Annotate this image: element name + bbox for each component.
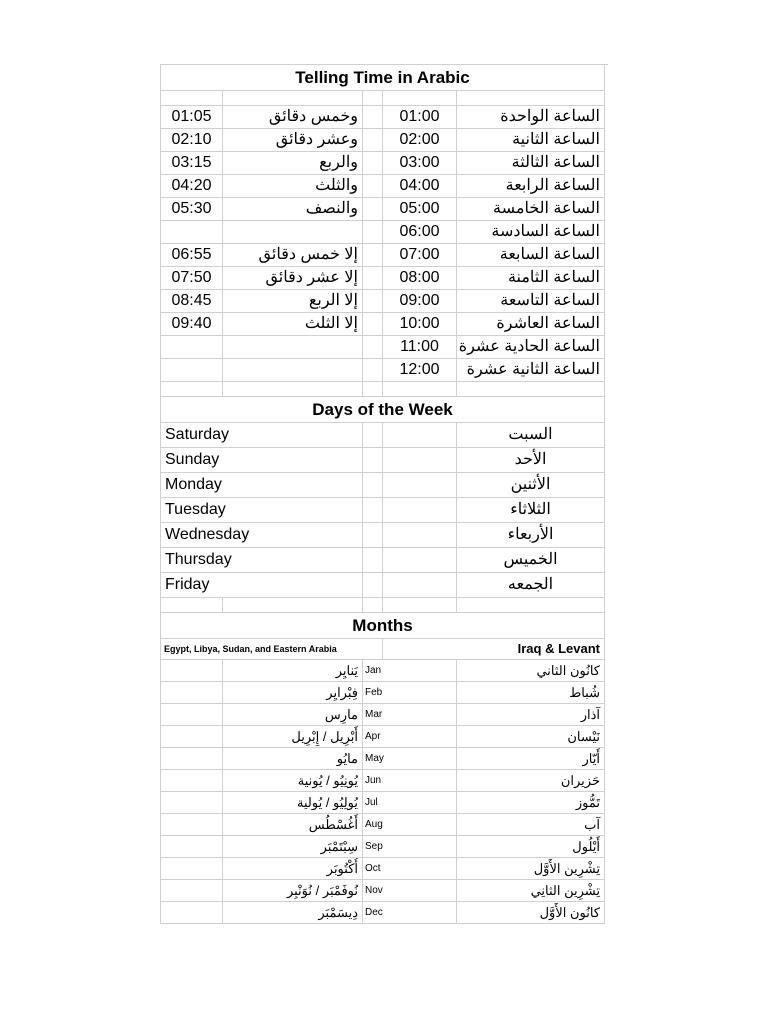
month-levant-cell[interactable]: تِشْرِين الثانِي [457, 880, 605, 902]
month-row [161, 836, 608, 858]
hour-time-cell[interactable]: 07:00 [383, 244, 457, 267]
time-row [161, 198, 608, 221]
day-arabic-cell[interactable]: الثلاثاء [457, 498, 605, 523]
minute-time-cell[interactable]: 08:45 [161, 290, 223, 313]
month-abbr-cell[interactable]: Jan [363, 660, 457, 682]
cell[interactable] [363, 382, 383, 397]
cell[interactable] [363, 221, 383, 244]
cell[interactable] [383, 91, 457, 106]
day-arabic-cell[interactable]: الأحد [457, 448, 605, 473]
hour-time-cell[interactable]: 05:00 [383, 198, 457, 221]
month-row [161, 660, 608, 682]
levant-region-header[interactable]: Iraq & Levant [383, 639, 605, 660]
cell[interactable] [161, 902, 223, 924]
hour-arabic-cell[interactable]: الساعة السابعة [457, 244, 605, 267]
day-arabic-cell[interactable]: الجمعه [457, 573, 605, 598]
month-egypt-cell[interactable]: مايُو [223, 748, 363, 770]
day-row [161, 473, 608, 498]
minute-time-cell[interactable]: 02:10 [161, 129, 223, 152]
month-egypt-cell[interactable]: أَبْرِيل / إِبْرِيل [223, 726, 363, 748]
cell[interactable] [161, 748, 223, 770]
cell[interactable] [363, 313, 383, 336]
month-levant-cell[interactable]: آذار [457, 704, 605, 726]
day-english-cell[interactable]: Thursday [161, 548, 363, 573]
month-abbr-cell[interactable]: Jul [363, 792, 457, 814]
month-levant-cell[interactable]: كانُون الثاني [457, 660, 605, 682]
cell[interactable] [161, 880, 223, 902]
month-levant-cell[interactable]: أَيْلُول [457, 836, 605, 858]
minute-arabic-cell[interactable]: إلا عشر دقائق [223, 267, 363, 290]
cell[interactable] [363, 573, 383, 598]
minute-arabic-cell[interactable] [223, 336, 363, 359]
hour-time-cell[interactable]: 06:00 [383, 221, 457, 244]
cell[interactable] [383, 382, 457, 397]
hour-time-cell[interactable]: 04:00 [383, 175, 457, 198]
time-row [161, 244, 608, 267]
cell[interactable] [363, 498, 383, 523]
cell[interactable] [161, 704, 223, 726]
day-arabic-cell[interactable]: السبت [457, 423, 605, 448]
title-row [161, 397, 608, 423]
hour-time-cell[interactable]: 11:00 [383, 336, 457, 359]
hour-time-cell[interactable]: 01:00 [383, 106, 457, 129]
cell[interactable] [457, 91, 605, 106]
time-row [161, 359, 608, 382]
cell[interactable] [363, 290, 383, 313]
hour-arabic-cell[interactable]: الساعة الرابعة [457, 175, 605, 198]
hour-time-cell[interactable]: 02:00 [383, 129, 457, 152]
hour-time-cell[interactable]: 10:00 [383, 313, 457, 336]
day-row [161, 523, 608, 548]
minute-time-cell[interactable] [161, 221, 223, 244]
month-abbr-cell[interactable]: Feb [363, 682, 457, 704]
month-abbr-cell[interactable]: Aug [363, 814, 457, 836]
days-title[interactable]: Days of the Week [161, 397, 605, 423]
cell[interactable] [223, 382, 363, 397]
minute-time-cell[interactable]: 06:55 [161, 244, 223, 267]
cell[interactable] [161, 792, 223, 814]
day-arabic-cell[interactable]: الأثنين [457, 473, 605, 498]
minute-time-cell[interactable]: 01:05 [161, 106, 223, 129]
minute-arabic-cell[interactable]: وخمس دقائق [223, 106, 363, 129]
day-row [161, 423, 608, 448]
month-egypt-cell[interactable]: أَغُسْطُس [223, 814, 363, 836]
day-english-cell[interactable]: Tuesday [161, 498, 363, 523]
month-egypt-cell[interactable]: سِبْتَمْبَر [223, 836, 363, 858]
cell[interactable] [161, 726, 223, 748]
month-levant-cell[interactable]: شُباط [457, 682, 605, 704]
cell[interactable] [363, 336, 383, 359]
month-row [161, 704, 608, 726]
cell[interactable] [363, 359, 383, 382]
time-row [161, 221, 608, 244]
time-row [161, 152, 608, 175]
minute-arabic-cell[interactable]: والنصف [223, 198, 363, 221]
month-row [161, 726, 608, 748]
blank-row [161, 91, 608, 106]
hour-arabic-cell[interactable]: الساعة الثالثة [457, 152, 605, 175]
hour-arabic-cell[interactable]: الساعة الثانية [457, 129, 605, 152]
cell[interactable] [363, 106, 383, 129]
minute-arabic-cell[interactable]: والربع [223, 152, 363, 175]
cell[interactable] [223, 598, 363, 613]
day-row [161, 448, 608, 473]
cell[interactable] [383, 448, 457, 473]
month-abbr-cell[interactable]: Jun [363, 770, 457, 792]
cell[interactable] [363, 598, 383, 613]
spreadsheet [160, 64, 608, 924]
egypt-region-header[interactable]: Egypt, Libya, Sudan, and Eastern Arabia [161, 639, 383, 660]
hour-arabic-cell[interactable]: الساعة الثانية عشرة [457, 359, 605, 382]
day-row [161, 573, 608, 598]
minute-time-cell[interactable]: 05:30 [161, 198, 223, 221]
day-english-cell[interactable]: Wednesday [161, 523, 363, 548]
cell[interactable] [383, 548, 457, 573]
cell[interactable] [161, 382, 223, 397]
day-arabic-cell[interactable]: الخميس [457, 548, 605, 573]
time-row [161, 129, 608, 152]
cell[interactable] [363, 244, 383, 267]
day-english-cell[interactable]: Monday [161, 473, 363, 498]
month-row [161, 770, 608, 792]
cell[interactable] [383, 523, 457, 548]
minute-arabic-cell[interactable]: إلا الثلث [223, 313, 363, 336]
cell[interactable] [161, 660, 223, 682]
month-egypt-cell[interactable]: يَنايِر [223, 660, 363, 682]
cell[interactable] [383, 423, 457, 448]
cell[interactable] [363, 198, 383, 221]
minute-time-cell[interactable]: 09:40 [161, 313, 223, 336]
title-row [161, 65, 608, 91]
time-row [161, 290, 608, 313]
cell[interactable] [363, 267, 383, 290]
hour-arabic-cell[interactable]: الساعة الثامنة [457, 267, 605, 290]
cell[interactable] [161, 598, 223, 613]
hour-arabic-cell[interactable]: الساعة التاسعة [457, 290, 605, 313]
cell[interactable] [457, 598, 605, 613]
cell[interactable] [363, 91, 383, 106]
day-row [161, 498, 608, 523]
time-row [161, 175, 608, 198]
month-row [161, 858, 608, 880]
hour-time-cell[interactable]: 09:00 [383, 290, 457, 313]
cell[interactable] [161, 91, 223, 106]
hour-arabic-cell[interactable]: الساعة العاشرة [457, 313, 605, 336]
minute-time-cell[interactable]: 07:50 [161, 267, 223, 290]
minute-arabic-cell[interactable]: إلا الربع [223, 290, 363, 313]
day-row [161, 548, 608, 573]
cell[interactable] [161, 814, 223, 836]
cell[interactable] [363, 548, 383, 573]
month-egypt-cell[interactable]: يُونِيُو / يُونية [223, 770, 363, 792]
cell[interactable] [363, 129, 383, 152]
month-abbr-cell[interactable]: Sep [363, 836, 457, 858]
cell[interactable] [363, 152, 383, 175]
minute-arabic-cell[interactable] [223, 221, 363, 244]
hour-time-cell[interactable]: 12:00 [383, 359, 457, 382]
months-title[interactable]: Months [161, 613, 605, 639]
minute-time-cell[interactable] [161, 359, 223, 382]
cell[interactable] [161, 858, 223, 880]
month-abbr-cell[interactable]: Nov [363, 880, 457, 902]
hour-arabic-cell[interactable]: الساعة الواحدة [457, 106, 605, 129]
month-abbr-cell[interactable]: Mar [363, 704, 457, 726]
month-levant-cell[interactable]: كانُون الأَوَّل [457, 902, 605, 924]
month-egypt-cell[interactable]: مارِس [223, 704, 363, 726]
hour-time-cell[interactable]: 03:00 [383, 152, 457, 175]
cell[interactable] [363, 523, 383, 548]
minute-arabic-cell[interactable]: إلا خمس دقائق [223, 244, 363, 267]
cell[interactable] [363, 175, 383, 198]
month-levant-cell[interactable]: حَزيران [457, 770, 605, 792]
month-row [161, 792, 608, 814]
blank-row [161, 598, 608, 613]
day-english-cell[interactable]: Friday [161, 573, 363, 598]
cell[interactable] [363, 423, 383, 448]
cell[interactable] [383, 473, 457, 498]
minute-time-cell[interactable]: 03:15 [161, 152, 223, 175]
month-levant-cell[interactable]: آب [457, 814, 605, 836]
minute-arabic-cell[interactable] [223, 359, 363, 382]
time-row [161, 106, 608, 129]
cell[interactable] [383, 573, 457, 598]
month-abbr-cell[interactable]: Oct [363, 858, 457, 880]
month-row [161, 814, 608, 836]
day-english-cell[interactable]: Saturday [161, 423, 363, 448]
month-egypt-cell[interactable]: فِبْرايِر [223, 682, 363, 704]
telling-time-title[interactable]: Telling Time in Arabic [161, 65, 605, 91]
time-row [161, 336, 608, 359]
month-row [161, 682, 608, 704]
time-row [161, 313, 608, 336]
month-levant-cell[interactable]: تِشْرِين الأَوَّل [457, 858, 605, 880]
month-abbr-cell[interactable]: Dec [363, 902, 457, 924]
cell[interactable] [161, 682, 223, 704]
month-abbr-cell[interactable]: Apr [363, 726, 457, 748]
time-row [161, 267, 608, 290]
cell[interactable] [363, 448, 383, 473]
blank-row [161, 382, 608, 397]
hour-arabic-cell[interactable]: الساعة الحادية عشرة [457, 336, 605, 359]
hour-arabic-cell[interactable]: الساعة الخامسة [457, 198, 605, 221]
day-arabic-cell[interactable]: الأربعاء [457, 523, 605, 548]
cell[interactable] [161, 836, 223, 858]
month-row [161, 748, 608, 770]
month-abbr-cell[interactable]: May [363, 748, 457, 770]
minute-time-cell[interactable]: 04:20 [161, 175, 223, 198]
hour-arabic-cell[interactable]: الساعة السادسة [457, 221, 605, 244]
months-header-row [161, 639, 608, 660]
month-egypt-cell[interactable]: نُوفَمْبَر / نُوَنْبِر [223, 880, 363, 902]
cell[interactable] [383, 598, 457, 613]
minute-arabic-cell[interactable]: وعشر دقائق [223, 129, 363, 152]
cell[interactable] [363, 473, 383, 498]
minute-time-cell[interactable] [161, 336, 223, 359]
hour-time-cell[interactable]: 08:00 [383, 267, 457, 290]
cell[interactable] [457, 382, 605, 397]
month-levant-cell[interactable]: أَيّار [457, 748, 605, 770]
day-english-cell[interactable]: Sunday [161, 448, 363, 473]
month-egypt-cell[interactable]: دِيسَمْبَر [223, 902, 363, 924]
cell[interactable] [161, 770, 223, 792]
title-row [161, 613, 608, 639]
month-levant-cell[interactable]: نَيْسان [457, 726, 605, 748]
month-egypt-cell[interactable]: يُولِيُو / يُولية [223, 792, 363, 814]
month-row [161, 880, 608, 902]
cell[interactable] [223, 91, 363, 106]
month-levant-cell[interactable]: تَمُّوز [457, 792, 605, 814]
cell[interactable] [383, 498, 457, 523]
minute-arabic-cell[interactable]: والثلث [223, 175, 363, 198]
month-row [161, 902, 608, 924]
month-egypt-cell[interactable]: أُكْتُوبَر [223, 858, 363, 880]
